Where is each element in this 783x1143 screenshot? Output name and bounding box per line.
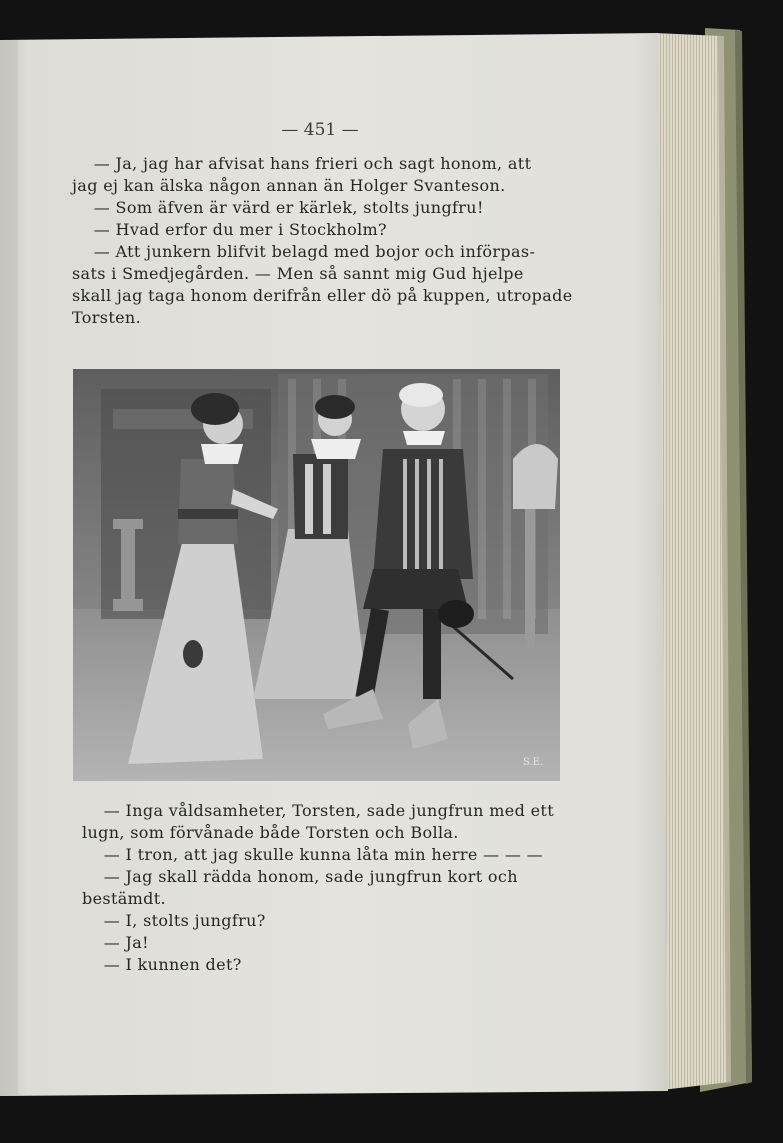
text-line: — Hvad erfor du mer i Stockholm? (72, 220, 387, 239)
text-line: jag ej kan älska någon annan än Holger Svanteson. (72, 176, 506, 195)
page-number: — 451 — (281, 120, 359, 140)
text-line: — Ja! (82, 933, 149, 952)
text-line: bestämdt. (82, 889, 166, 908)
text-line: — I tron, att jag skulle kunna låta min herre — — — (82, 845, 544, 864)
text-line: skall jag taga honom derifrån eller dö på kuppen, utropade (72, 286, 573, 305)
text-line: — I, stolts jungfru? (82, 911, 266, 930)
text-line: — Inga våldsamheter, Torsten, sade jungfrun med ett (82, 801, 554, 820)
text-line: lugn, som förvånade både Torsten och Bolla. (82, 823, 459, 842)
illustration (73, 369, 560, 781)
text-line: — Jag skall rädda honom, sade jungfrun kort och (82, 867, 518, 886)
text-line: — I kunnen det? (82, 955, 242, 974)
text-line: — Ja, jag har afvisat hans frieri och sagt honom, att (72, 154, 532, 173)
illustration-signature: S.E. (523, 757, 544, 768)
text-line: — Som äfven är värd er kärlek, stolts jungfru! (72, 198, 484, 217)
text-line: Torsten. (72, 308, 142, 327)
bottom-text-block (82, 800, 582, 976)
text-line: sats i Smedjegården. — Men så sannt mig Gud hjelpe (72, 264, 524, 283)
text-line: — Att junkern blifvit belagd med bojor och införpas- (72, 242, 536, 261)
top-text-block (72, 153, 572, 329)
